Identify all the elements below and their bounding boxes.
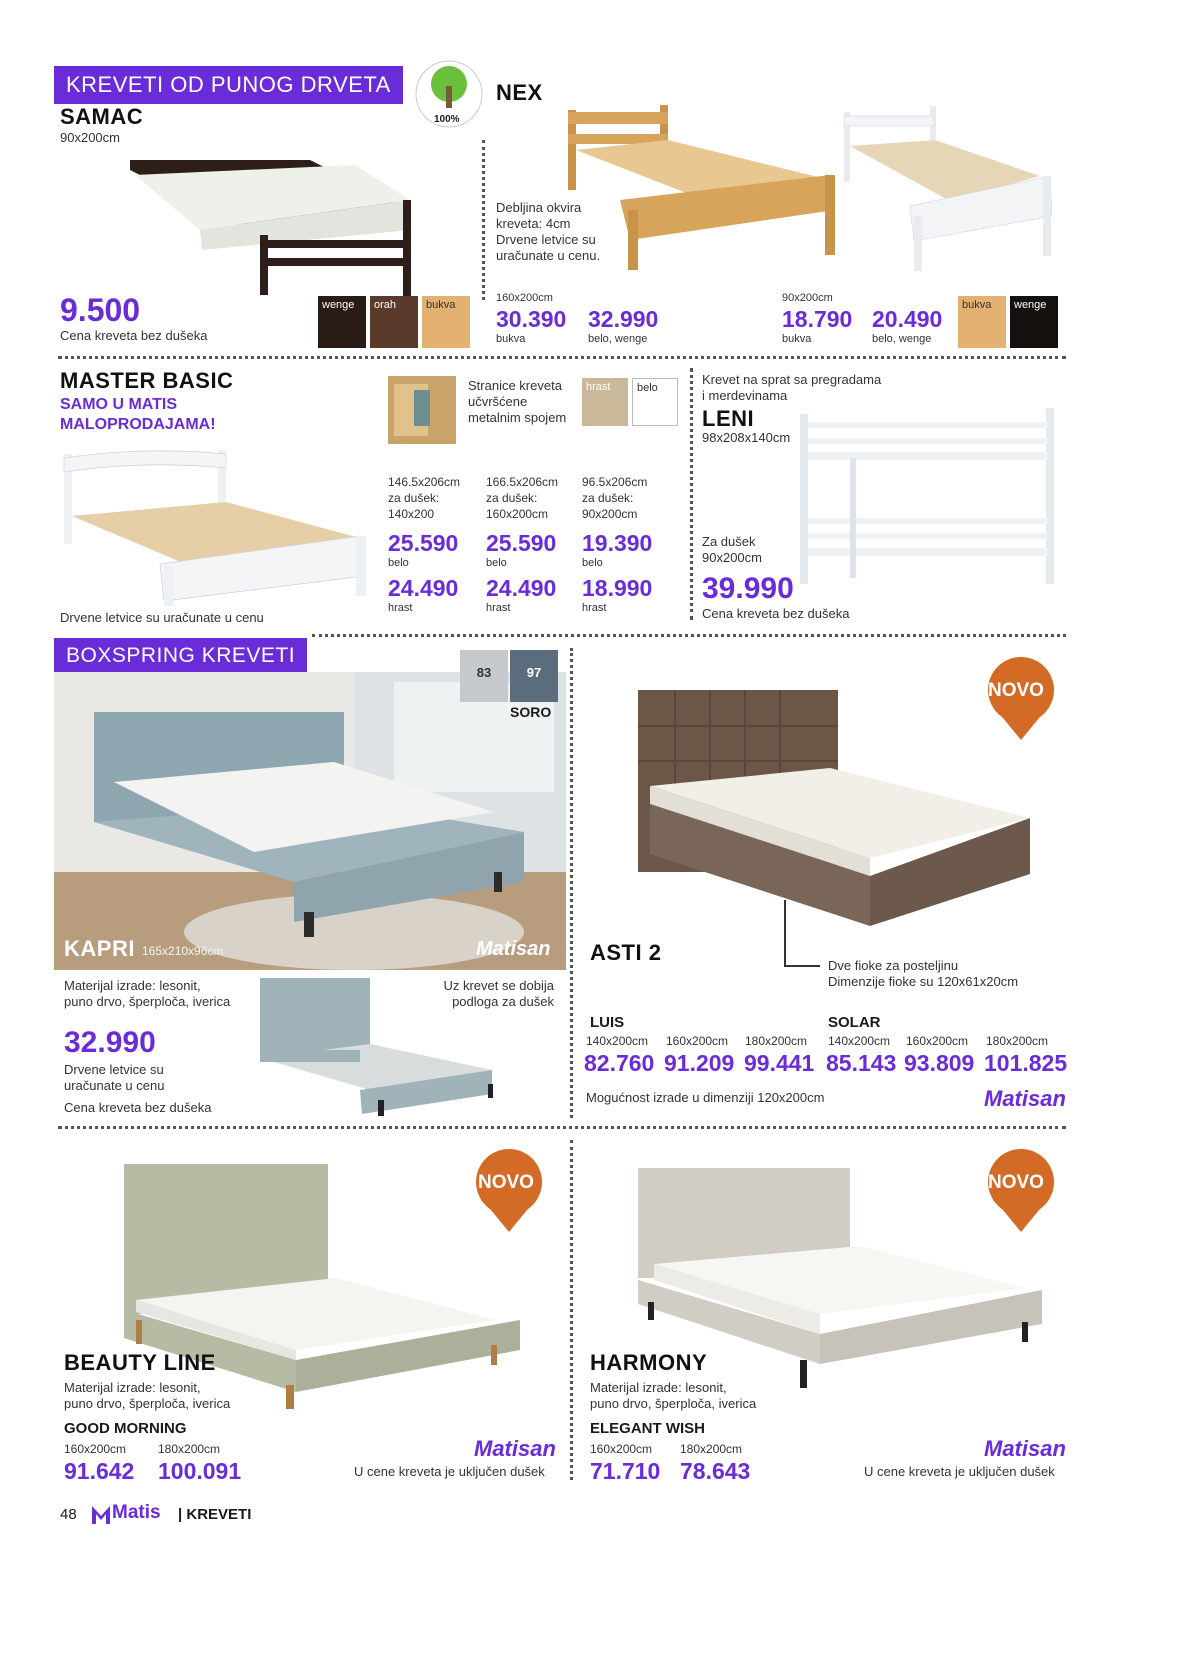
nex-size-1: 160x200cm	[496, 292, 553, 304]
leni-mattress: Za dušek 90x200cm	[702, 534, 762, 565]
swatch-97: 97	[510, 650, 558, 702]
samac-size: 90x200cm	[60, 130, 120, 145]
nex-color-3: bukva	[782, 333, 812, 345]
nex-price-1: 30.390	[496, 306, 567, 332]
good-morning-label: GOOD MORNING	[64, 1420, 187, 1437]
matisan-logo: Matisan	[984, 1086, 1066, 1111]
harmony-size-1: 160x200cm	[590, 1442, 653, 1456]
kapri-note-2: Cena kreveta bez dušeka	[64, 1100, 212, 1115]
page-number: 48	[60, 1506, 77, 1523]
master-promo: SAMO U MATIS MALOPRODAJAMA!	[60, 396, 216, 433]
beauty-line-title: BEAUTY LINE	[64, 1350, 216, 1375]
nex-color-1: bukva	[496, 333, 526, 345]
asti-size-1: 140x200cm	[586, 1034, 649, 1048]
asti-size-6: 180x200cm	[986, 1034, 1049, 1048]
master-basic-title: MASTER BASIC	[60, 368, 234, 393]
kapri-material: Materijal izrade: lesonit, puno drvo, šperploča, iverica	[64, 978, 231, 1009]
harmony-size-2: 180x200cm	[680, 1442, 743, 1456]
harmony-material: Materijal izrade: lesonit, puno drvo, šperploča, iverica	[590, 1380, 757, 1411]
kapri-price: 32.990	[64, 1026, 156, 1059]
master-basic-bed-image	[60, 446, 380, 606]
beauty-price-2: 100.091	[158, 1458, 242, 1484]
leni-title: LENI	[702, 406, 755, 431]
harmony-title: HARMONY	[590, 1350, 708, 1375]
nex-color-4: belo, wenge	[872, 333, 932, 345]
divider	[312, 634, 1066, 637]
nex-price-3: 18.790	[782, 306, 853, 332]
nex-title: NEX	[496, 80, 543, 105]
asti-boxspring-image	[630, 686, 1040, 936]
solar-label: SOLAR	[828, 1014, 881, 1031]
matis-logo-icon	[92, 1506, 110, 1524]
beauty-size-1: 160x200cm	[64, 1442, 127, 1456]
nex-price-2: 32.990	[588, 306, 659, 332]
divider	[690, 368, 693, 620]
nex-white-bed-image	[840, 106, 1060, 276]
asti-size-4: 140x200cm	[828, 1034, 891, 1048]
beauty-material: Materijal izrade: lesonit, puno drvo, šperploča, iverica	[64, 1380, 231, 1411]
beauty-note: U cene kreveta je uključen dušek	[354, 1464, 545, 1479]
leni-price: 39.990	[702, 572, 794, 605]
master-feature: Stranice kreveta učvršćene metalnim spojem	[468, 378, 567, 425]
novo-label: NOVO	[988, 1172, 1044, 1193]
footer-section: | KREVETI	[178, 1506, 252, 1523]
asti-drawer-info: Dve fioke za posteljinu Dimenzije fioke su 120x61x20cm	[828, 958, 1019, 989]
kapri-note: Drvene letvice su uračunate u cenu	[64, 1062, 165, 1093]
nex-size-2: 90x200cm	[782, 292, 833, 304]
asti-price-3: 99.441	[744, 1050, 815, 1076]
asti-price-5: 93.809	[904, 1050, 975, 1076]
matisan-logo: Matisan	[984, 1436, 1066, 1461]
beauty-size-2: 180x200cm	[158, 1442, 221, 1456]
asti-size-5: 160x200cm	[906, 1034, 969, 1048]
harmony-note: U cene kreveta je uključen dušek	[864, 1464, 1055, 1479]
harmony-price-2: 78.643	[680, 1458, 751, 1484]
master-column-3: 96.5x206cm za dušek: 90x200cm 19.390 belo 18.990 hrast	[582, 475, 653, 614]
beauty-price-1: 91.642	[64, 1458, 135, 1484]
divider	[58, 356, 1066, 359]
master-note: Drvene letvice su uračunate u cenu	[60, 610, 264, 625]
divider	[482, 140, 485, 300]
asti-note: Mogućnost izrade u dimenziji 120x200cm	[586, 1090, 825, 1105]
luis-label: LUIS	[590, 1014, 625, 1031]
kapri-title: KAPRI	[64, 936, 135, 961]
novo-label: NOVO	[478, 1172, 534, 1193]
novo-label: NOVO	[988, 680, 1044, 701]
kapri-size: 165x210x96cm	[142, 944, 224, 958]
asti-price-2: 91.209	[664, 1050, 735, 1076]
matisan-logo: Matisan	[474, 1436, 556, 1461]
matisan-logo: Matisan	[476, 938, 551, 960]
leni-size: 98x208x140cm	[702, 430, 791, 445]
divider	[570, 1140, 573, 1480]
section-banner-solid-wood: KREVETI OD PUNOG DRVETA	[54, 66, 403, 104]
swatch-wenge: wenge	[318, 296, 366, 348]
swatch-wenge: wenge	[1010, 296, 1058, 348]
harmony-price-1: 71.710	[590, 1458, 661, 1484]
master-column-1: 146.5x206cm za dušek: 140x200 25.590 belo 24.490 hrast	[388, 475, 461, 614]
divider	[58, 1126, 1066, 1129]
swatch-bukva: bukva	[422, 296, 470, 348]
asti-size-2: 160x200cm	[666, 1034, 729, 1048]
asti-size-3: 180x200cm	[745, 1034, 808, 1048]
divider	[570, 648, 573, 1118]
asti-title: ASTI 2	[590, 940, 662, 965]
master-column-2: 166.5x206cm za dušek: 160x200cm 25.590 belo 24.490 hrast	[486, 475, 559, 614]
metal-joint-detail-image	[388, 376, 456, 444]
callout-line	[784, 900, 786, 966]
soro-label: SORO	[510, 704, 552, 720]
leni-note: Cena kreveta bez dušeka	[702, 606, 850, 621]
samac-price: 9.500	[60, 292, 141, 328]
asti-price-4: 85.143	[826, 1050, 897, 1076]
samac-note: Cena kreveta bez dušeka	[60, 328, 208, 343]
badge-text: 100%	[434, 114, 460, 125]
leni-bunk-bed-image	[796, 408, 1066, 588]
swatch-orah: orah	[370, 296, 418, 348]
nex-price-4: 20.490	[872, 306, 943, 332]
swatch-bukva: bukva	[958, 296, 1006, 348]
section-banner-boxspring: BOXSPRING KREVETI	[54, 638, 307, 674]
elegant-wish-label: ELEGANT WISH	[590, 1420, 705, 1437]
kapri-room-photo	[54, 672, 566, 970]
asti-price-6: 101.825	[984, 1050, 1068, 1076]
nex-wood-bed-image	[560, 100, 850, 280]
samac-bed-image	[110, 140, 430, 310]
leni-description: Krevet na sprat sa pregradama i merdevinama	[702, 372, 882, 403]
matis-logo: Matis	[112, 1502, 161, 1523]
swatch-belo: belo	[632, 378, 678, 426]
callout-line	[784, 965, 820, 967]
samac-title: SAMAC	[60, 104, 144, 129]
swatch-83: 83	[460, 650, 508, 702]
asti-price-1: 82.760	[584, 1050, 655, 1076]
nex-description: Debljina okvira kreveta: 4cm Drvene letvice su uračunate u cenu.	[496, 200, 601, 263]
nex-color-2: belo, wenge	[588, 333, 648, 345]
swatch-hrast: hrast	[582, 378, 628, 426]
kapri-extra: Uz krevet se dobija podloga za dušek	[443, 978, 554, 1009]
